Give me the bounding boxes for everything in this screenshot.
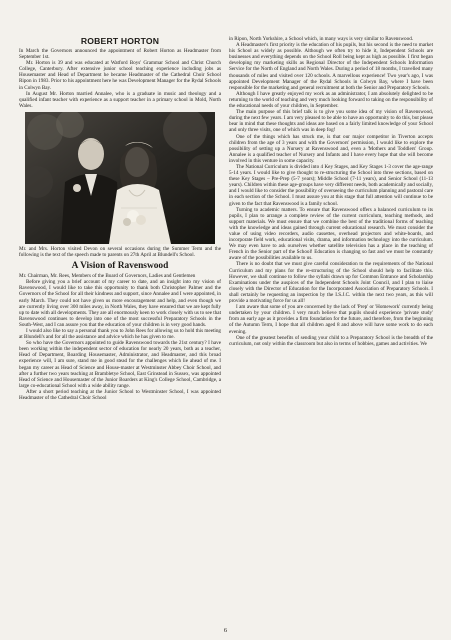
paragraph: A Headmaster's first priority is the education of his pupils, but his second is the need to market his School as widely as possible. Although we often try to hide it, Independent Schools are businesses and everything depends on the School Roll being kept as high as possible. I first began developing my marketing skills as Regional Director of the Independent Schools Information Service for the North of England and North Wales. During a period of 18 months, I travelled many thousands of miles and visited over 120 schools. A marvellous experience! Two year's ago, I was appointed Development Manager of the Rydal Schools in Colwyn Bay, where I have been responsible for the marketing and general recruitment at both the Senior and Preparatory Schools. [229,42,433,91]
paragraph: Turning to academic matters. To ensure that Ravenswood offers a balanced curriculum to its pupils, I plan to arrange a complete review of the current curriculum, teaching methods, and support materials. We must ensure that we combine the best of the traditional forms of teaching with the knowledge and ideas gained through current educational research. We must consider the value of using video recorders, audio cassettes, overhead projectors and white-boards, and incorporate field work, educational visits, drama, and information technology into the curriculum. We may even have to ask ourselves whether satellite television has a place in the teaching of French in the Senior part of the School! Education is changing so fast and we must be constantly aware of the possibilities available to us. [229,206,433,262]
paragraph: Mr. Chairman, Mr. Rees, Members of the Board of Governors, Ladies and Gentlemen [19,273,196,280]
article-title-robert-horton: ROBERT HORTON [80,36,160,46]
right-column [229,36,433,347]
photo-caption: Mr. and Mrs. Horton visited Devon on several occasions during the Summer Term and the following is the text of the speech made to parents on 27th April at Blundell's School. [19,245,221,259]
paragraph: One of the greatest benefits of sending your child to a Preparatory School is the breadth of the curriculum, not only within the classroom but also in terms of hobbies, games and activities. We [229,334,433,347]
article-title-vision: A Vision of Ravenswood [71,261,169,272]
paragraph: Before giving you a brief account of my career to date, and an insight into my vision of Ravenswood, I would like to take this opportunity to thank both Christopher Palmer and the Governors of the School for all their kindness and support, since Annalee and I were appointed, in early March. They could not have given us more encouragement and help, and even though we are currently living over 300 miles away, in North Wales, they have ensured that we are kept fully up to date with all developments. They are all enormously keen to work closely with us to see that Ravenswood continues to develop into one of the most successful Preparatory Schools in the South-West, and I can assure you that the education of your children is in very good hands. [19,279,221,328]
paragraph: There is no doubt that we must give careful consideration to the requirements of the National Curriculum and my plans for the re-structuring of the School should help to facilitate this. However, we shall continue to follow the syllabi drawn up for Common Entrance and Scholarship Examinations under the auspices of the Independent Schools Joint Council, and I plan to liaise closely with the Director of Education for the Incorporated Association of Preparatory Schools. I shall certainly be requesting an inspection by the I.S.J.C. within the next two years, as this will provide a motivating force for us all! [229,261,433,305]
wedding-photo [25,112,215,244]
paragraph: The National Curriculum is divided into 4 Key Stages, and Key Stages 1-3 cover the age-range 5-14 years. I would like to give thought to re-structuring the School into three sections, based on these Key Stages – Pre-Prep (5-7 years); Middle School (7-11 years), and Senior School (11-13 years). Children within these age-groups have very different needs, both academically and socially, and I would like to consider the possibility of overseeing the curriculum planning and pastoral care in each section of the School. I must assure you at this stage that full attention will continue to be given to the fact that Ravenswood is a family school. [229,163,433,207]
paragraph: The main purpose of this brief talk is to give you some idea of my vision of Ravenswood, during the next few years. I am very pleased to be able to have an opportunity to do this, but please bear in mind that these thoughts and ideas are based on a fairly limited knowledge of your School and only three visits, one of which was in deep fog! [229,109,433,134]
paragraph: Although I have greatly enjoyed my work as an administrator, I am absolutely delighted to be returning to the world of teaching and very much looking forward to taking on the responsibility of the educational needs of your children, in September. [229,90,433,110]
paragraph: I would also like to say a personal thank you to John Rees for allowing us to hold this meeting at Blundell's and for all the assistance and advice which he has given to me. [19,327,221,341]
paragraph: One of the things which has struck me, is that our major competitor in Tiverton accepts children from the age of 3 years and with the Governors' permission, I would like to explore the possibility of setting up a Nursery at Ravenswood and, even a 'Mothers and Toddlers' Group. Annalee is a qualified teacher of Nursery and Infants and I have every hope that she will become involved in this venture in some capacity. [229,133,433,164]
page-number: 6 [223,627,228,634]
paragraph: in Ripon, North Yorkshire, a School which, in many ways is very similar to Ravenswood. [229,36,414,42]
left-column [19,36,221,401]
paragraph: In August Mr. Horton married Annalee, who is a graduate in music and theology and a qualified infant teacher with experience as a support teacher in a primary school in Mold, North Wales. [19,90,221,109]
paragraph: So who have the Governors appointed to guide Ravenswood towards the 21st century? I have been working within the independent sector of education for nearly 20 years, both as a teacher, Head of Department, Boarding Housemaster, Administrator, and Headmaster, and this broad experience will, I am sure, stand me in good stead for the challenges which lie ahead of me. I began my career as Head of Science and House-master at Westminster Abbey Choir School, and after a further two years teaching at Brambletye School, East Grinstead in Sussex, was appointed Head of Science and Housemaster of the Junior Boarders at King's College School, Cambridge, a large co-educational School with a wide ability range. [19,340,221,389]
wedding-photo-image [25,112,215,244]
paragraph: Mr. Horton is 39 and was educated at Watford Boys' Grammar School and Christ Church College, Canterbury. After extensive junior school teaching experience including jobs as Housemaster and Head of Department he became Headmaster of the Cathedral Choir School Ripon in 1983. Prior to his appointment here he was Development Manager for the Rydal Schools in Colwyn Bay. [19,60,221,91]
paragraph: I am aware that some of you are concerned by the lack of 'Prep' or 'Homework' currently being undertaken by your children. I very much believe that pupils should experience 'private study' from an early age as it provides a firm foundation for the future, and therefore, from the beginning of the Autumn Term, I hope that all children aged 8 and above will have some work to do each evening. [229,304,433,335]
paragraph: After a short period teaching at the Junior School to Westminster School, I was appointed Headmaster of the Cathedral Choir School [19,388,221,401]
paragraph: In March the Governors announced the appointment of Robert Horton as Headmaster from September 1st. [19,48,221,61]
